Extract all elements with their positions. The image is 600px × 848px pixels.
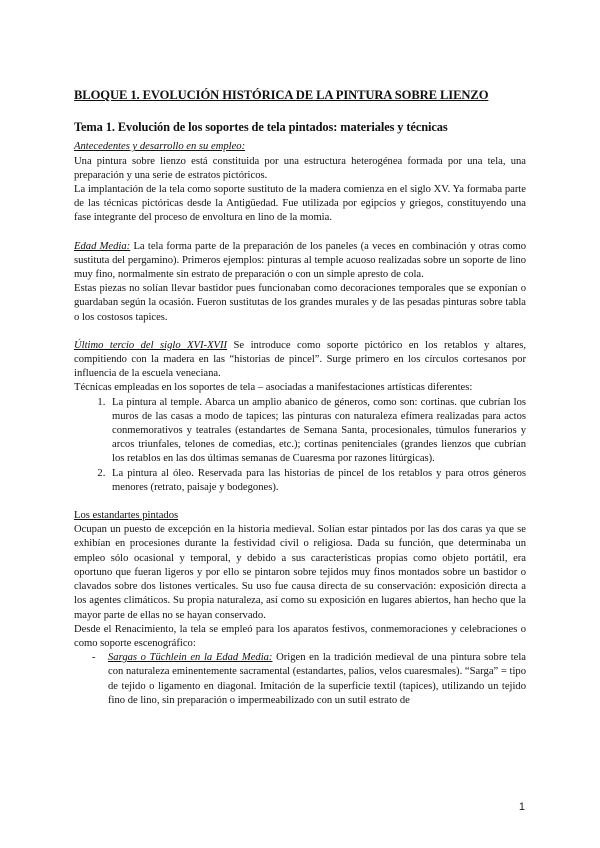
estandartes-paragraph-1: Ocupan un puesto de excepción en la historia medieval. Solían estar pintados por las dos caras ya que se exhibían en procesiones durante la festividad civil o religiosa. Dada su función, que determinaba un empleo sólo ocasional y temporal, y debido a sus características propias como objeto portátil, era oportuno que fueran ligeros y por ello se pintaron sobre tejidos muy finos montados sobre un bastidor o clavados sobre dos listones verticales. Su uso fue causa directa de su conservación: exposición directa a los agentes climáticos. Su propia naturaleza, así como su exposición en lugares abiertos, han hecho que la mayor parte de ellas no se hayan conservado. xyxy=(74,524,526,621)
ultimo-tercio-label: Último tercio del siglo XVI-XVII xyxy=(74,339,228,351)
estandartes-heading-text: Los estandartes pintados xyxy=(74,510,179,522)
edad-media-text: La tela forma parte de la preparación de los paneles (a veces en combinación y otras como sustituta del pergamino). Primeros ejemplos: pinturas al temple acuoso realizadas sobre un soporte de lino muy fino, normalmente sin estrato de preparación o con un simple apresto de cola. xyxy=(74,240,526,281)
antecedentes-paragraph-1: Una pintura sobre lienzo está constituida por una estructura heterogénea formada por una tela, una preparación y una serie de estratos pictóricos. xyxy=(74,155,526,181)
escenografico-list xyxy=(74,651,526,708)
list-item: 1. La pintura al temple. Abarca un amplio abanico de géneros, como son: cortinas. que cubrían los muros de las casas a modo de tapices; las pinturas con naturaleza efímera realizadas para actos conmemorativos y teatrales (estandartes de Semana Santa, procesionales, túmulos funerarios y arcos triunfales, telones de comedias, etc.); cortinas penitenciales (grandes lienzos que cubrían los retablos en las dos últimas semanas de Cuaresma por razones litúrgicas). xyxy=(108,396,526,467)
edad-media-paragraph-1 xyxy=(74,240,526,283)
spacer xyxy=(74,495,526,509)
page-number: 1 xyxy=(518,801,525,813)
dash-bullet: - xyxy=(92,652,96,664)
antecedentes-heading-text: Antecedentes y desarrollo en su empleo: xyxy=(74,141,246,153)
tecnicas-intro: Técnicas empleadas en los soportes de tela – asociadas a manifestaciones artísticas diferentes: xyxy=(74,382,473,394)
sargas-text: Origen en la tradición medieval de una pintura sobre tela con naturaleza eminentemente sacramental (estandartes, palios, velos cuaresmales). “Sarga” = tipo de tejido o ligamento en diagonal. Imitación de la superficie textil (tapices), utilizando un tejido fino de lino, sin preparación o impermeabilizado con un sutil estrato de xyxy=(108,652,526,706)
ultimo-tercio-text: Se introduce como soporte pictórico en los retablos y altares, compitiendo con la madera en las “historias de pincel”. Surge primero en los círculos cortesanos por influencia de la escuela veneciana. xyxy=(74,339,526,380)
bloque-title: BLOQUE 1. EVOLUCIÓN HISTÓRICA DE LA PINTURA SOBRE LIENZO xyxy=(74,88,489,102)
ultimo-tercio-paragraph-1 xyxy=(74,339,526,382)
spacer xyxy=(74,226,526,240)
tema-title: Tema 1. Evolución de los soportes de tela pintados: materiales y técnicas xyxy=(74,120,448,135)
tecnicas-list xyxy=(74,396,526,495)
list-item xyxy=(74,651,526,708)
edad-media-paragraph-2: Estas piezas no solían llevar bastidor pues funcionaban como decoraciones temporales que se exponían o guardaban según la ocasión. Fueron sustitutas de los grandes murales y de las pesadas pinturas sobre tabla o los costosos tapices. xyxy=(74,283,526,323)
document-body xyxy=(74,88,526,708)
antecedentes-paragraph-2: La implantación de la tela como soporte sustituto de la madera comienza en el siglo XV. Ya formaba parte de las técnicas pictóricas desde la Antigüedad. Fue utilizada por egipcios y griegos, constituyendo una fase integrante del proceso de envoltura en lino de la momia. xyxy=(74,184,526,224)
estandartes-heading xyxy=(74,509,526,523)
spacer xyxy=(74,325,526,339)
antecedentes-heading xyxy=(74,140,526,154)
sargas-label: Sargas o Tüchlein en la Edad Media: xyxy=(108,652,273,664)
edad-media-label: Edad Media: xyxy=(74,240,131,252)
estandartes-paragraph-2: Desde el Renacimiento, la tela se empleó para los aparatos festivos, conmemoraciones y celebraciones o como soporte escenográfico: xyxy=(74,623,526,649)
list-item: 2. La pintura al óleo. Reservada para las historias de pincel de los retablos y para otros géneros menores (retrato, paisaje y bodegones). xyxy=(108,467,526,495)
